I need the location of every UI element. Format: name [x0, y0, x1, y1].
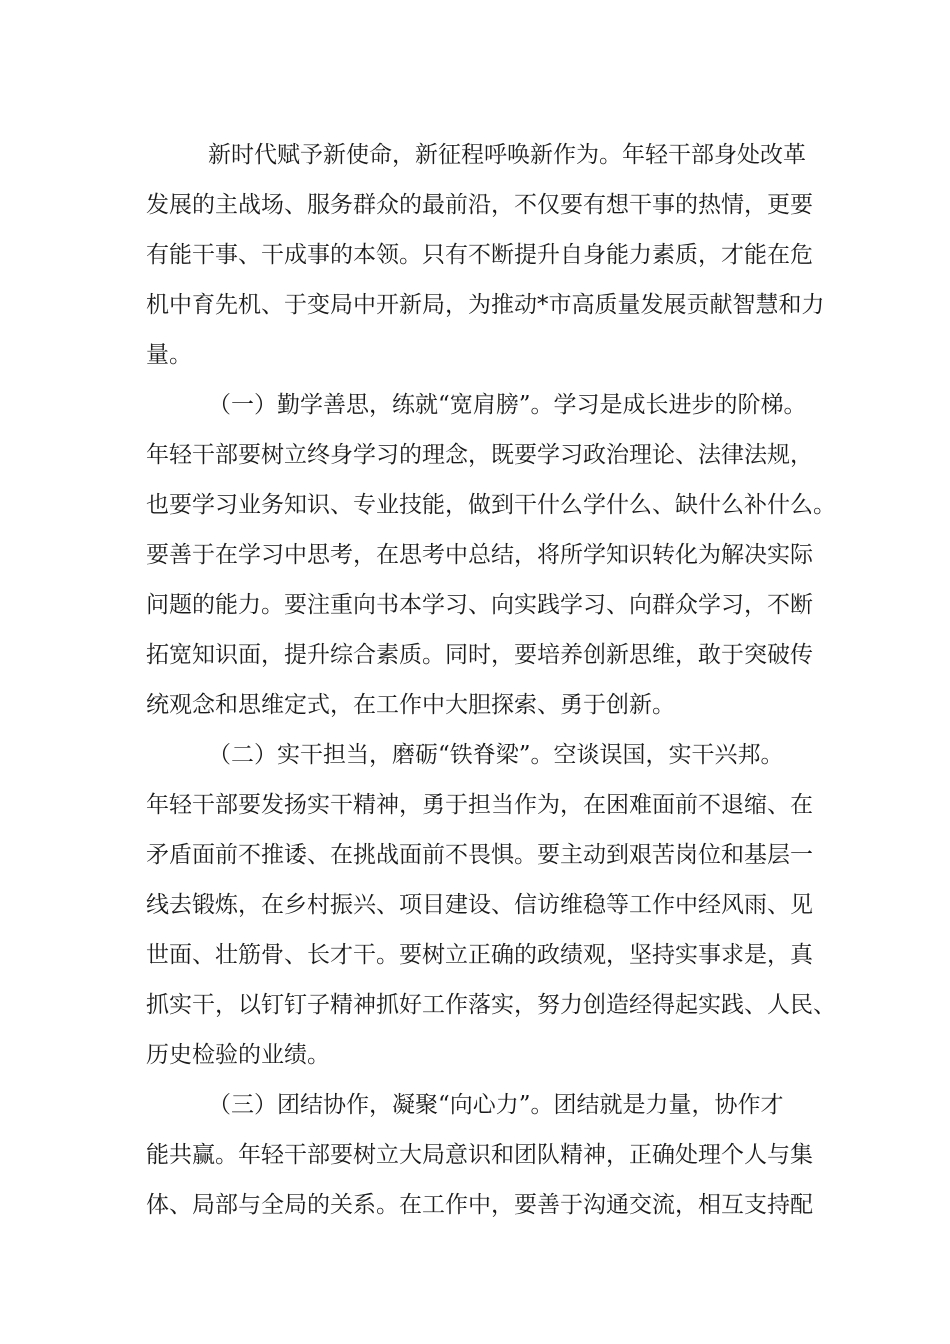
paragraph-section-3 — [146, 1080, 826, 1230]
text-line: 矛盾面前不推诿、在挑战面前不畏惧。要主动到艰苦岗位和基层一 — [146, 842, 813, 868]
text-line: 新时代赋予新使命，新征程呼唤新作为。年轻干部身处改革 — [208, 142, 806, 168]
text-line: 问题的能力。要注重向书本学习、向实践学习、向群众学习，不断 — [146, 592, 813, 618]
text-line: （三）团结协作，凝聚“向心力”。团结就是力量，协作才 — [208, 1092, 784, 1118]
paragraph-intro — [146, 130, 826, 380]
text-line: 量。 — [146, 342, 192, 368]
text-line: 统观念和思维定式，在工作中大胆探索、勇于创新。 — [146, 692, 675, 718]
text-line: 要善于在学习中思考，在思考中总结，将所学知识转化为解决实际 — [146, 542, 813, 568]
text-line: 也要学习业务知识、专业技能，做到干什么学什么、缺什么补什么。 — [146, 492, 836, 518]
text-line: 历史检验的业绩。 — [146, 1042, 330, 1068]
paragraph-section-2 — [146, 730, 836, 1080]
text-line: 能共赢。年轻干部要树立大局意识和团队精神，正确处理个人与集 — [146, 1142, 813, 1168]
text-line: （一）勤学善思，练就“宽肩膀”。学习是成长进步的阶梯。 — [208, 392, 807, 418]
text-line: 年轻干部要树立终身学习的理念，既要学习政治理论、法律法规， — [146, 442, 813, 468]
text-line: 机中育先机、于变局中开新局，为推动*市高质量发展贡献智慧和力 — [146, 292, 825, 318]
text-line: 拓宽知识面，提升综合素质。同时，要培养创新思维，敢于突破传 — [146, 642, 813, 668]
text-line: 有能干事、干成事的本领。只有不断提升自身能力素质，才能在危 — [146, 242, 813, 268]
text-line: 线去锻炼，在乡村振兴、项目建设、信访维稳等工作中经风雨、见 — [146, 892, 813, 918]
text-line: 抓实干，以钉钉子精神抓好工作落实，努力创造经得起实践、人民、 — [146, 992, 836, 1018]
text-line: （二）实干担当，磨砺“铁脊梁”。空谈误国，实干兴邦。 — [208, 742, 784, 768]
text-line: 发展的主战场、服务群众的最前沿，不仅要有想干事的热情，更要 — [146, 192, 813, 218]
text-line: 世面、壮筋骨、长才干。要树立正确的政绩观，坚持实事求是，真 — [146, 942, 813, 968]
text-line: 体、局部与全局的关系。在工作中，要善于沟通交流，相互支持配 — [146, 1192, 813, 1218]
document-body — [146, 130, 836, 1230]
paragraph-section-1 — [146, 380, 836, 730]
text-line: 年轻干部要发扬实干精神，勇于担当作为，在困难面前不退缩、在 — [146, 792, 813, 818]
